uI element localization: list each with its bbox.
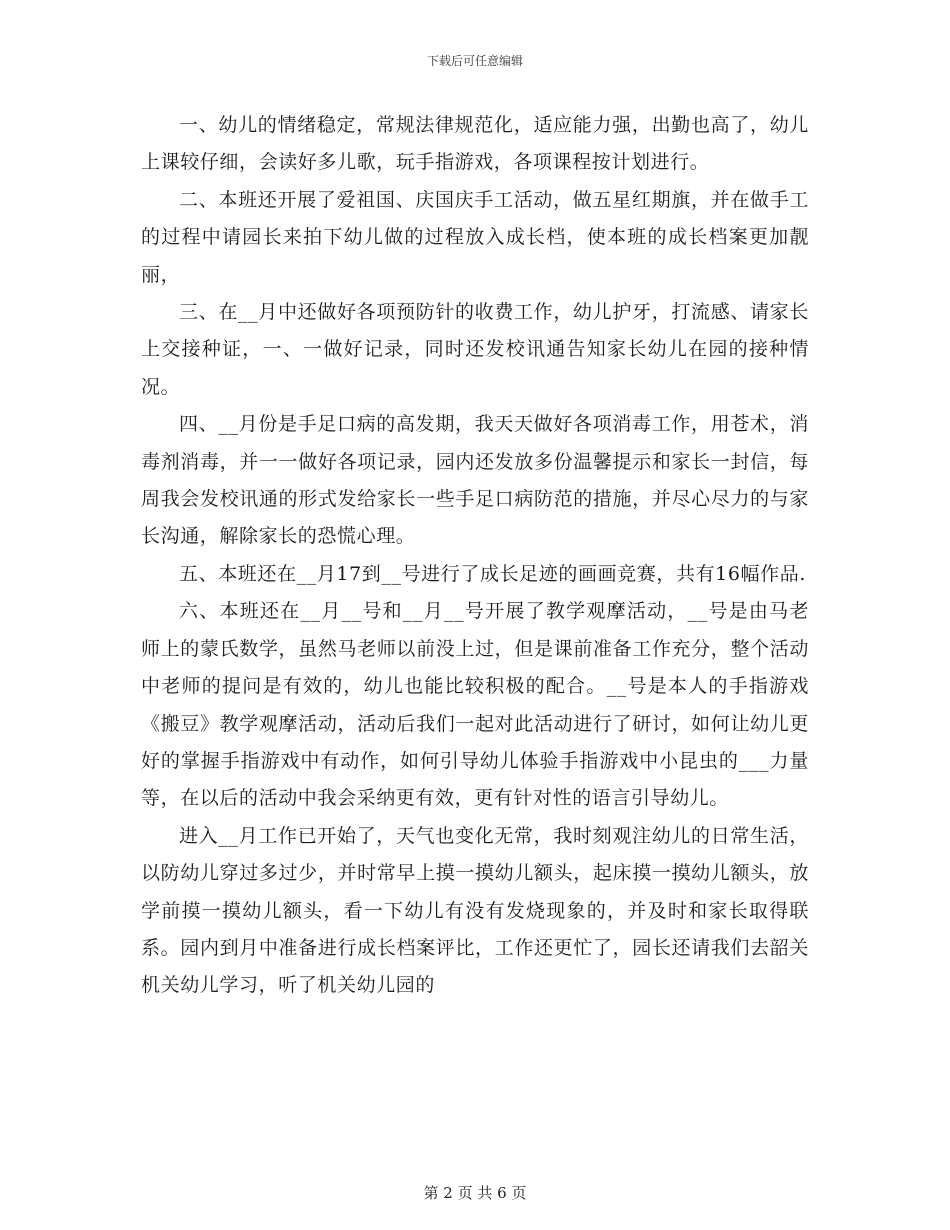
paragraph-1: 一、幼儿的情绪稳定，常规法律规范化，适应能力强，出勤也高了，幼儿上课较仔细，会读好多儿歌，玩手指游戏，各项课程按计划进行。 bbox=[141, 114, 809, 174]
document-body bbox=[141, 107, 809, 1005]
page-footer: 第 2 页 共 6 页 bbox=[423, 1184, 527, 1202]
paragraph-4: 四、__月份是手足口病的高发期，我天天做好各项消毒工作，用苍术，消毒剂消毒，并一一做好各项记录，园内还发放多份温馨提示和家长一封信，每周我会发校讯通的形式发给家长一些手足口病防范的措施，并尽心尽力的与家长沟通，解除家长的恐慌心理。 bbox=[141, 413, 809, 548]
paragraph-5: 五、本班还在__月17到__号进行了成长足迹的画画竞赛，共有16幅作品. bbox=[179, 562, 806, 585]
paragraph-7: 进入__月工作已开始了，天气也变化无常，我时刻观注幼儿的日常生活，以防幼儿穿过多过少，并时常早上摸一摸幼儿额头，起床摸一摸幼儿额头，放学前摸一摸幼儿额头，看一下幼儿有没有发烧现象的，并及时和家长取得联系。园内到月中准备进行成长档案评比，工作还更忙了，园长还请我们去韶关机关幼儿学习，听了机关幼儿园的 bbox=[141, 824, 809, 997]
paragraph-2: 二、本班还开展了爱祖国、庆国庆手工活动，做五星红期旗，并在做手工的过程中请园长来拍下幼儿做的过程放入成长档，使本班的成长档案更加靓丽， bbox=[141, 188, 809, 286]
page-header: 下载后可任意编辑 bbox=[426, 54, 523, 68]
paragraph-6: 六、本班还在__月__号和__月__号开展了教学观摩活动，__号是由马老师上的蒙氏数学，虽然马老师以前没上过，但是课前准备工作充分，整个活动中老师的提问是有效的，幼儿也能比较积极的配合。__号是本人的手指游戏《搬豆》教学观摩活动，活动后我们一起对此活动进行了研讨，如何让幼儿更好的掌握手指游戏中有动作，如何引导幼儿体验手指游戏中小昆虫的___力量等，在以后的活动中我会采纳更有效，更有针对性的语言引导幼儿。 bbox=[141, 600, 809, 810]
paragraph-3: 三、在__月中还做好各项预防针的收费工作，幼儿护牙，打流感、请家长上交接种证，一、一做好记录，同时还发校讯通告知家长幼儿在园的接种情况。 bbox=[141, 301, 809, 398]
